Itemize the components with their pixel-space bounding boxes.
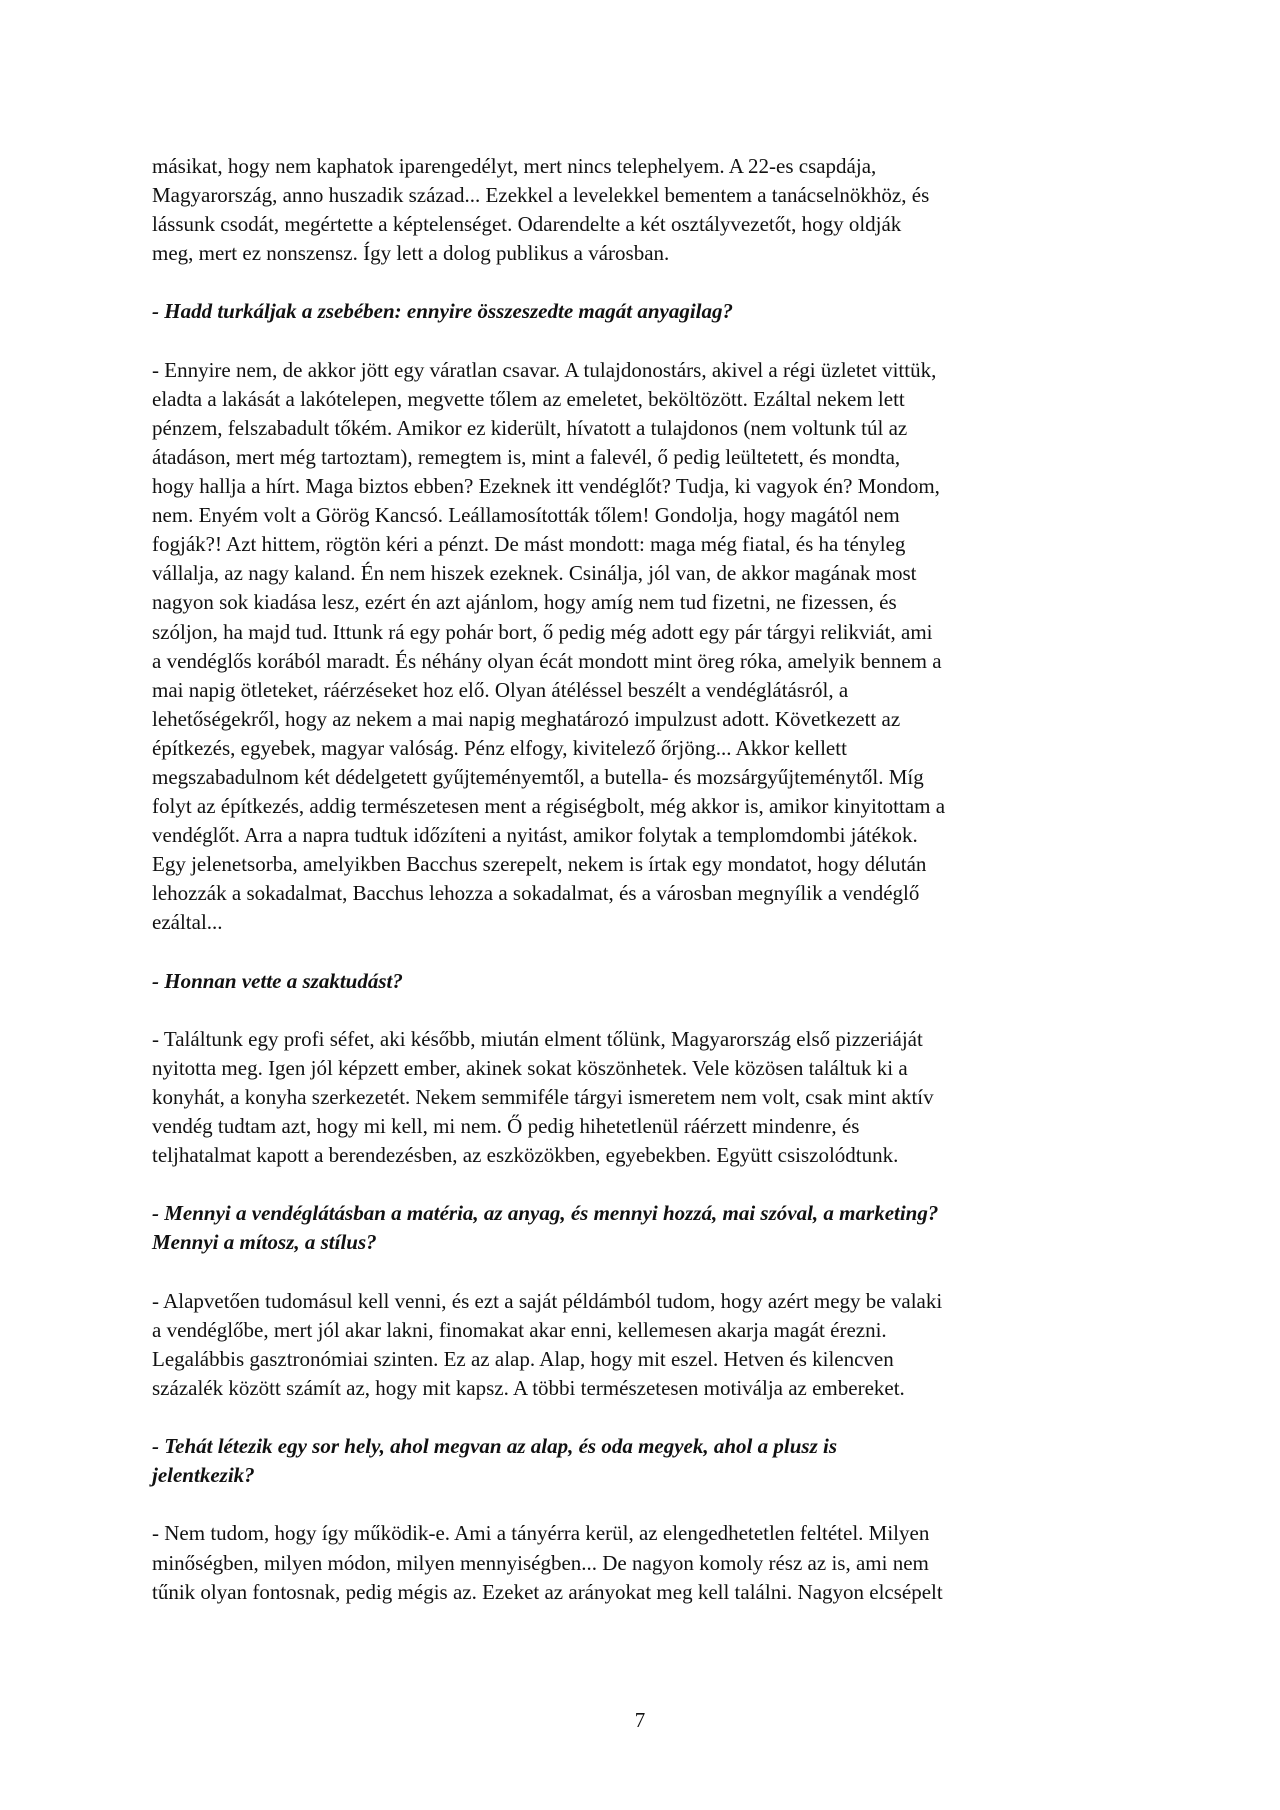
text-line: lehetőségekről, hogy az nekem a mai napig meghatározó impulzust adott. Következett az <box>152 706 901 731</box>
document-body <box>152 152 1137 1636</box>
text-line: - Hadd turkáljak a zsebében: ennyire összeszedte magát anyagilag? <box>152 299 733 324</box>
text-line: százalék között számít az, hogy mit kapsz. A többi természetesen motiválja az embereket. <box>152 1375 905 1400</box>
text-line: nagyon sok kiadása lesz, ezért én azt ajánlom, hogy amíg nem tud fizetni, ne fizessen, és <box>152 590 897 615</box>
text-line: - Tehát létezik egy sor hely, ahol megvan az alap, és oda megyek, ahol a plusz is <box>152 1434 838 1459</box>
text-line: minőségben, milyen módon, milyen mennyiségben... De nagyon komoly rész az is, ami nem <box>152 1550 929 1575</box>
text-line: Egy jelenetsorba, amelyikben Bacchus szerepelt, nekem is írtak egy mondatot, hogy délután <box>152 852 927 877</box>
text-line: Mennyi a mítosz, a stílus? <box>152 1230 377 1255</box>
text-line: megszabadulnom két dédelgetett gyűjteményemtől, a butella- és mozsárgyűjteménytől. Míg <box>152 764 924 789</box>
text-line: lehozzák a sokadalmat, Bacchus lehozza a sokadalmat, és a városban megnyílik a vendéglő <box>152 881 920 906</box>
text-line: Legalábbis gasztronómiai szinten. Ez az alap. Alap, hogy mit eszel. Hetven és kilencven <box>152 1346 894 1371</box>
text-line: - Nem tudom, hogy így működik-e. Ami a tányérra kerül, az elengedhetetlen feltétel. Milyen <box>152 1521 930 1546</box>
text-line: fogják?! Azt hittem, rögtön kéri a pénzt. De mást mondott: maga még fiatal, és ha tényleg <box>152 532 906 557</box>
text-line: teljhatalmat kapott a berendezésben, az eszközökben, egyebekben. Együtt csiszolódtunk. <box>152 1143 899 1168</box>
page-number: 7 <box>634 1708 646 1732</box>
text-line: mai napig ötleteket, ráérzéseket hoz elő. Olyan átéléssel beszélt a vendéglátásról, a <box>152 677 849 702</box>
text-line: - Ennyire nem, de akkor jött egy váratlan csavar. A tulajdonostárs, akivel a régi üzletet vittük, <box>152 357 937 382</box>
text-line: meg, mert ez nonszensz. Így lett a dolog publikus a városban. <box>152 241 670 266</box>
text-line: vállalja, az nagy kaland. Én nem hiszek ezeknek. Csinálja, jól van, de akkor magának most <box>152 561 917 586</box>
text-line: tűnik olyan fontosnak, pedig mégis az. Ezeket az arányokat meg kell találni. Nagyon elcsépelt <box>152 1579 943 1604</box>
text-line: hogy hallja a hírt. Maga biztos ebben? Ezeknek itt vendéglőt? Tudja, ki vagyok én? Mondom, <box>152 474 940 499</box>
interview-answer <box>152 1287 1137 1403</box>
interview-answer <box>152 356 1137 938</box>
interview-question <box>152 297 1137 326</box>
text-line: lássunk csodát, megértette a képtelenséget. Odarendelte a két osztályvezetőt, hogy oldják <box>152 212 902 237</box>
text-line: pénzem, felszabadult tőkém. Amikor ez kiderült, hívatott a tulajdonos (nem voltunk túl az <box>152 415 908 440</box>
text-line: vendég tudtam azt, hogy mi kell, mi nem. Ő pedig hihetetlenül ráérzett mindenre, és <box>152 1114 860 1139</box>
text-line: építkezés, egyebek, magyar valóság. Pénz elfogy, kivitelező őrjöng... Akkor kellett <box>152 735 847 760</box>
text-line: - Mennyi a vendéglátásban a matéria, az anyag, és mennyi hozzá, mai szóval, a marketing? <box>152 1201 939 1226</box>
interview-answer <box>152 1519 1137 1606</box>
text-line: nem. Enyém volt a Görög Kancsó. Leállamosították tőlem! Gondolja, hogy magától nem <box>152 503 900 528</box>
text-line: szóljon, ha majd tud. Ittunk rá egy pohár bort, ő pedig még adott egy pár tárgyi relikviát, ami <box>152 619 933 644</box>
interview-question <box>152 967 1137 996</box>
interview-question <box>152 1199 1137 1257</box>
text-line: konyhát, a konyha szerkezetét. Nekem semmiféle tárgyi ismeretem nem volt, csak mint aktív <box>152 1085 934 1109</box>
text-line: jelentkezik? <box>152 1463 255 1488</box>
text-line: Magyarország, anno huszadik század... Ezekkel a levelekkel bementem a tanácselnökhöz, és <box>152 183 930 208</box>
text-line: eladta a lakását a lakótelepen, megvette tőlem az emeletet, beköltözött. Ezáltal nekem lett <box>152 386 905 411</box>
text-line: nyitotta meg. Igen jól képzett ember, akinek sokat köszönhetek. Vele közösen találtuk ki a <box>152 1055 908 1080</box>
interview-answer <box>152 152 1137 268</box>
text-line: átadáson, mert még tartoztam), remegtem is, mint a falevél, ő pedig leültetett, és mondta, <box>152 444 901 469</box>
text-line: - Alapvetően tudomásul kell venni, és ezt a saját példámból tudom, hogy azért megy be valaki <box>152 1288 943 1313</box>
text-line: vendéglőt. Arra a napra tudtuk időzíteni a nyitást, amikor folytak a templomdombi játékok. <box>152 823 918 848</box>
text-line: ezáltal... <box>152 910 223 935</box>
text-line: a vendéglőbe, mert jól akar lakni, finomakat akar enni, kellemesen akarja magát érezni. <box>152 1317 887 1342</box>
interview-question <box>152 1432 1137 1490</box>
interview-answer <box>152 1025 1137 1170</box>
text-line: - Honnan vette a szaktudást? <box>152 968 403 993</box>
text-line: folyt az építkezés, addig természetesen ment a régiségbolt, még akkor is, amikor kinyitottam a <box>152 794 946 819</box>
text-line: másikat, hogy nem kaphatok iparengedélyt, mert nincs telephelyem. A 22-es csapdája, <box>152 154 877 178</box>
text-line: - Találtunk egy profi séfet, aki később, miután elment tőlünk, Magyarország első pizzeriáját <box>152 1026 923 1051</box>
text-line: a vendéglős korából maradt. És néhány olyan écát mondott mint öreg róka, amelyik bennem a <box>152 648 942 673</box>
